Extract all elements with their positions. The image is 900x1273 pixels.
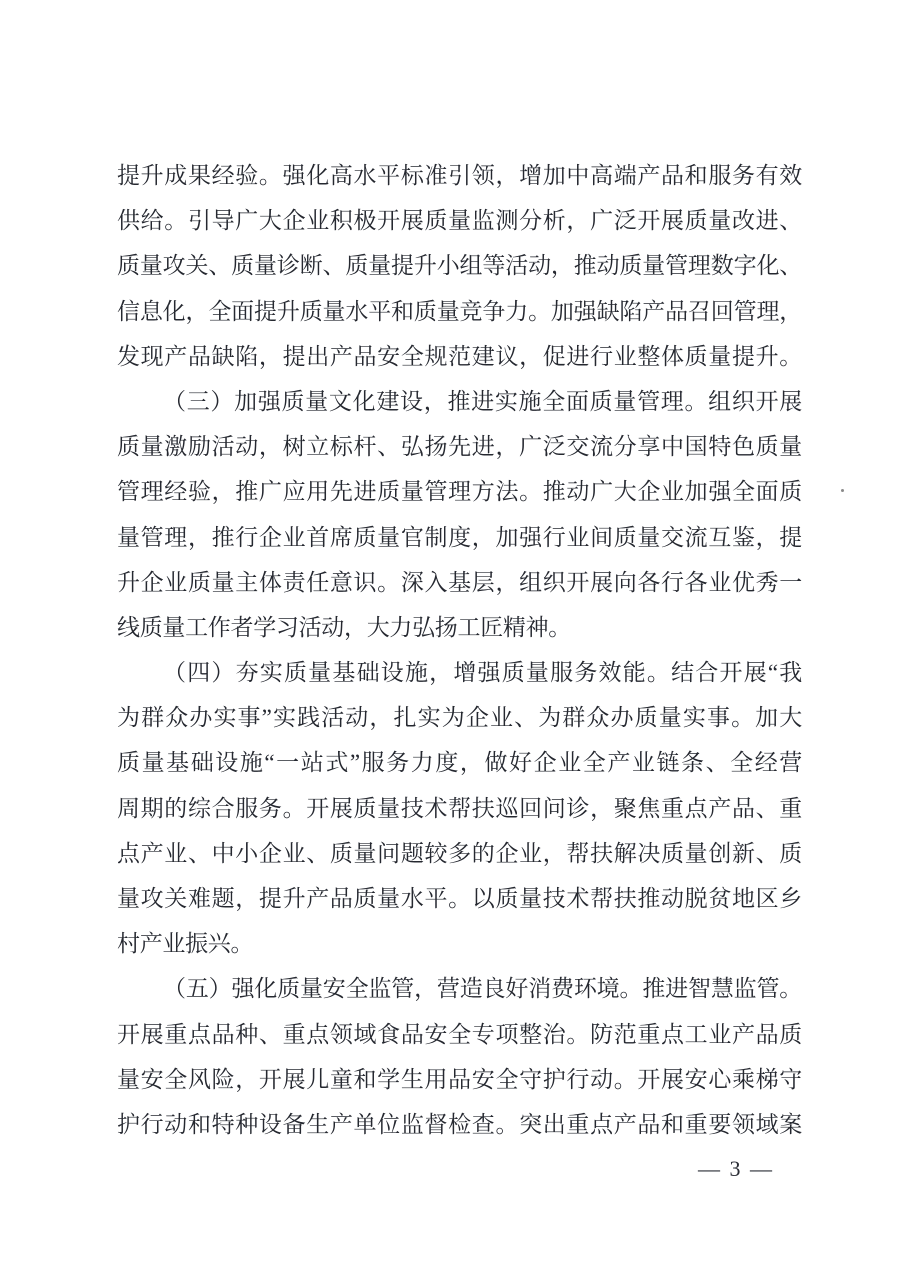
text-line: 质量攻关、质量诊断、质量提升小组等活动，推动质量管理数字化、: [117, 253, 802, 279]
text-line: 提升成果经验。强化高水平标准引领，增加中高端产品和服务有效: [117, 163, 802, 188]
text-line: 护行动和特种设备生产单位监督检查。突出重点产品和重要领域案: [117, 1111, 802, 1137]
text-line: 质量激励活动，树立标杆、弘扬先进，广泛交流分享中国特色质量: [117, 434, 802, 460]
text-line: 升企业质量主体责任意识。深入基层，组织开展向各行各业优秀一: [117, 569, 802, 595]
text-line: （五）强化质量安全监管，营造良好消费环境。推进智慧监管。: [163, 976, 802, 1002]
text-line: 发现产品缺陷，提出产品安全规范建议，促进行业整体质量提升。: [117, 343, 802, 369]
text-line: 管理经验，推广应用先进质量管理方法。推动广大企业加强全面质: [117, 479, 802, 505]
text-line: 村产业振兴。: [117, 931, 254, 957]
document-body: [117, 153, 802, 1147]
text-line: 质量基础设施“一站式”服务力度，做好企业全产业链条、全经营: [117, 750, 802, 776]
page-number: — 3 —: [698, 1156, 774, 1181]
text-line: 周期的综合服务。开展质量技术帮扶巡回问诊，聚焦重点产品、重: [117, 795, 802, 821]
paragraph: [117, 153, 802, 379]
paragraph: [117, 966, 802, 1147]
text-line: 量安全风险，开展儿童和学生用品安全守护行动。开展安心乘梯守: [117, 1066, 802, 1092]
text-line: 开展重点品种、重点领域食品安全专项整治。防范重点工业产品质: [117, 1021, 802, 1047]
text-line: 为群众办实事”实践活动，扎实为企业、为群众办质量实事。加大: [117, 705, 802, 731]
paragraph: [117, 379, 802, 650]
text-line: 量攻关难题，提升产品质量水平。以质量技术帮扶推动脱贫地区乡: [117, 886, 802, 911]
text-line: 供给。引导广大企业积极开展质量监测分析，广泛开展质量改进、: [117, 208, 802, 234]
paragraph: [117, 650, 802, 966]
text-line: （四）夯实质量基础设施，增强质量服务效能。结合开展“我: [163, 660, 802, 686]
scan-artifact-dot: [841, 489, 844, 492]
text-line: 量管理，推行企业首席质量官制度，加强行业间质量交流互鉴，提: [117, 524, 802, 550]
text-line: 信息化，全面提升质量水平和质量竞争力。加强缺陷产品召回管理，: [117, 298, 802, 324]
text-line: （三）加强质量文化建设，推进实施全面质量管理。组织开展: [163, 388, 802, 414]
text-line: 点产业、中小企业、质量问题较多的企业，帮扶解决质量创新、质: [117, 840, 802, 866]
text-line: 线质量工作者学习活动，大力弘扬工匠精神。: [117, 614, 572, 640]
